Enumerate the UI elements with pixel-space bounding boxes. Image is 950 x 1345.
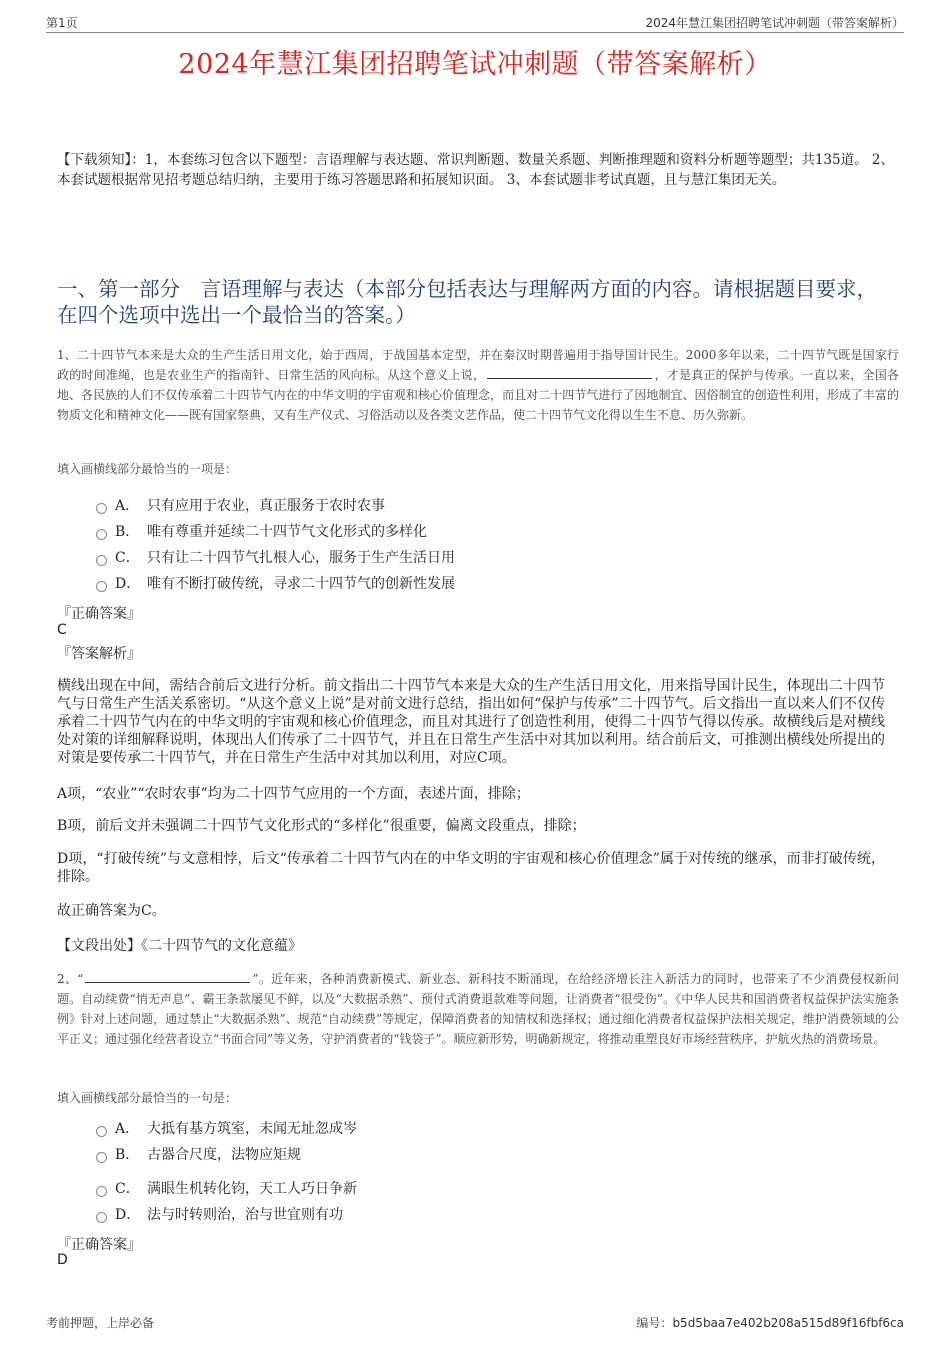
q1-analysis-a: A项，“农业”“农时农事”均为二十四节气应用的一个方面，表述片面，排除；	[57, 786, 530, 802]
download-notice: 【下载须知】：1，本套练习包含以下题型：言语理解与表达题、常识判断题、数量关系题、判断推理题和资料分析题等题型；共135道。 2、本套试题根据常见招考题总结归纳，主要用于练习答题思路和拓展知识面。 3、本套试题非考试真题，且与慧江集团无关。	[57, 152, 894, 188]
radio-icon[interactable]	[96, 1212, 107, 1223]
question-2-prompt: 填入画横线部分最恰当的一句是：	[57, 1091, 238, 1105]
footer-slogan: 考前押题，上岸必备	[46, 1316, 155, 1330]
q1-option-d[interactable]: D． 唯有不断打破传统，寻求二十四节气的创新性发展	[96, 573, 455, 595]
header-divider	[46, 32, 904, 33]
radio-icon[interactable]	[96, 503, 107, 514]
radio-icon[interactable]	[96, 581, 107, 592]
answer-blank	[487, 366, 652, 379]
q2-answer-label: 『正确答案』	[57, 1237, 141, 1253]
radio-icon[interactable]	[96, 555, 107, 566]
radio-icon[interactable]	[96, 529, 107, 540]
q2-answer: D	[57, 1252, 68, 1268]
q1-analysis-main: 横线出现在中间，需结合前后文进行分析。前文指出二十四节气本来是大众的生产生活日用文化，用来指导国计民生，体现出二十四节气与日常生产生活关系密切。“从这个意义上说”是对前文进行总结，指出如何“保护与传承”二十四节气。后文指出一直以来人们不仅传承着二十四节气内在的中华文明的宇宙观和核心价值理念，而且对其进行了创造性利用，使得二十四节气得以传承。故横线后是对横线处对策的详细解释说明，体现出人们传承了二十四节气，并且在日常生产生活中对其加以利用。结合前后文，可推测出横线处所提出的对策是要传承二十四节气，并在日常生产生活中对其加以利用，对应C项。	[57, 678, 885, 766]
question-1-text: 1、二十四节气本来是大众的生产生活日用文化，始于西周，于战国基本定型，并在秦汉时期普遍用于指导国计民生。2000多年以来，二十四节气既是国家行政的时间准绳，也是农业生产的指南针、日常生活的风向标。从这个意义上说， ，才是真正的保护与传承。一直以来，全国各地、各民族的人们不仅传承着二十四节气内在的中华文明的宇宙观和核心价值理念，而且对二十四节气进行了因地制宜、因俗制宜的创造性利用，形成了丰富的物质文化和精神文化——既有国家祭典，又有生产仪式、习俗活动以及各类文艺作品，使二十四节气文化得以生生不息、历久弥新。	[57, 348, 899, 422]
section-heading: 一、第一部分 言语理解与表达（本部分包括表达与理解两方面的内容。请根据题目要求，在四个选项中选出一个最恰当的答案。）	[57, 277, 877, 327]
q1-analysis-label: 『答案解析』	[57, 646, 141, 662]
radio-icon[interactable]	[96, 1126, 107, 1137]
q1-source: 【文段出处】《二十四节气的文化意蕴》	[57, 938, 302, 954]
q2-option-b[interactable]: B． 古器合尺度，法物应矩规	[96, 1144, 301, 1166]
q2-option-d[interactable]: D． 法与时转则治，治与世宜则有功	[96, 1204, 343, 1226]
q2-option-a[interactable]: A． 大抵有基方筑室，未闻无址忽成岑	[96, 1118, 357, 1140]
document-title: 2024年慧江集团招聘笔试冲刺题（带答案解析）	[178, 49, 772, 80]
question-1-prompt: 填入画横线部分最恰当的一项是：	[57, 462, 238, 476]
q1-answer-label: 『正确答案』	[57, 606, 141, 622]
q1-analysis-conclusion: 故正确答案为C。	[57, 903, 166, 919]
radio-icon[interactable]	[96, 1186, 107, 1197]
footer-code: 编号：b5d5baa7e402b208a515d89f16fbf6ca	[636, 1316, 904, 1330]
page-number: 第1页	[46, 16, 78, 30]
q1-analysis-b: B项，前后文并未强调二十四节气文化形式的“多样化”很重要，偏离文段重点，排除；	[57, 818, 586, 834]
running-title: 2024年慧江集团招聘笔试冲刺题（带答案解析）	[645, 16, 904, 30]
q1-answer: C	[57, 622, 67, 638]
question-2-text: 2、“ ”。近年来，各种消费新模式、新业态、新科技不断涌现，在给经济增长注入新活力的同时，也带来了不少消费侵权新问题。自动续费“悄无声息”、霸王条款屡见不鲜，以及“大数据杀熟”、预付式消费退款难等问题，让消费者“很受伤”。《中华人民共和国消费者权益保护法实施条例》针对上述问题，通过禁止“大数据杀熟”、规范“自动续费”等规定，保障消费者的知情权和选择权；通过细化消费者权益保护法相关规定，维护消费领域的公平正义；通过强化经营者设立“书面合同”等义务，守护消费者的“钱袋子”。顺应新形势，明确新规定，将推动重塑良好市场经营秩序，护航火热的消费场景。	[57, 972, 899, 1046]
answer-blank	[85, 970, 250, 983]
q1-analysis-d: D项，“打破传统”与文意相悖，后文“传承着二十四节气内在的中华文明的宇宙观和核心价值理念”属于对传统的继承，而非打破传统，排除。	[57, 851, 885, 885]
q1-option-b[interactable]: B． 唯有尊重并延续二十四节气文化形式的多样化	[96, 521, 427, 543]
q2-option-c[interactable]: C． 满眼生机转化钧，天工人巧日争新	[96, 1178, 357, 1200]
q1-option-c[interactable]: C． 只有让二十四节气扎根人心，服务于生产生活日用	[96, 547, 455, 569]
q1-option-a[interactable]: A． 只有应用于农业，真正服务于农时农事	[96, 495, 385, 517]
radio-icon[interactable]	[96, 1152, 107, 1163]
